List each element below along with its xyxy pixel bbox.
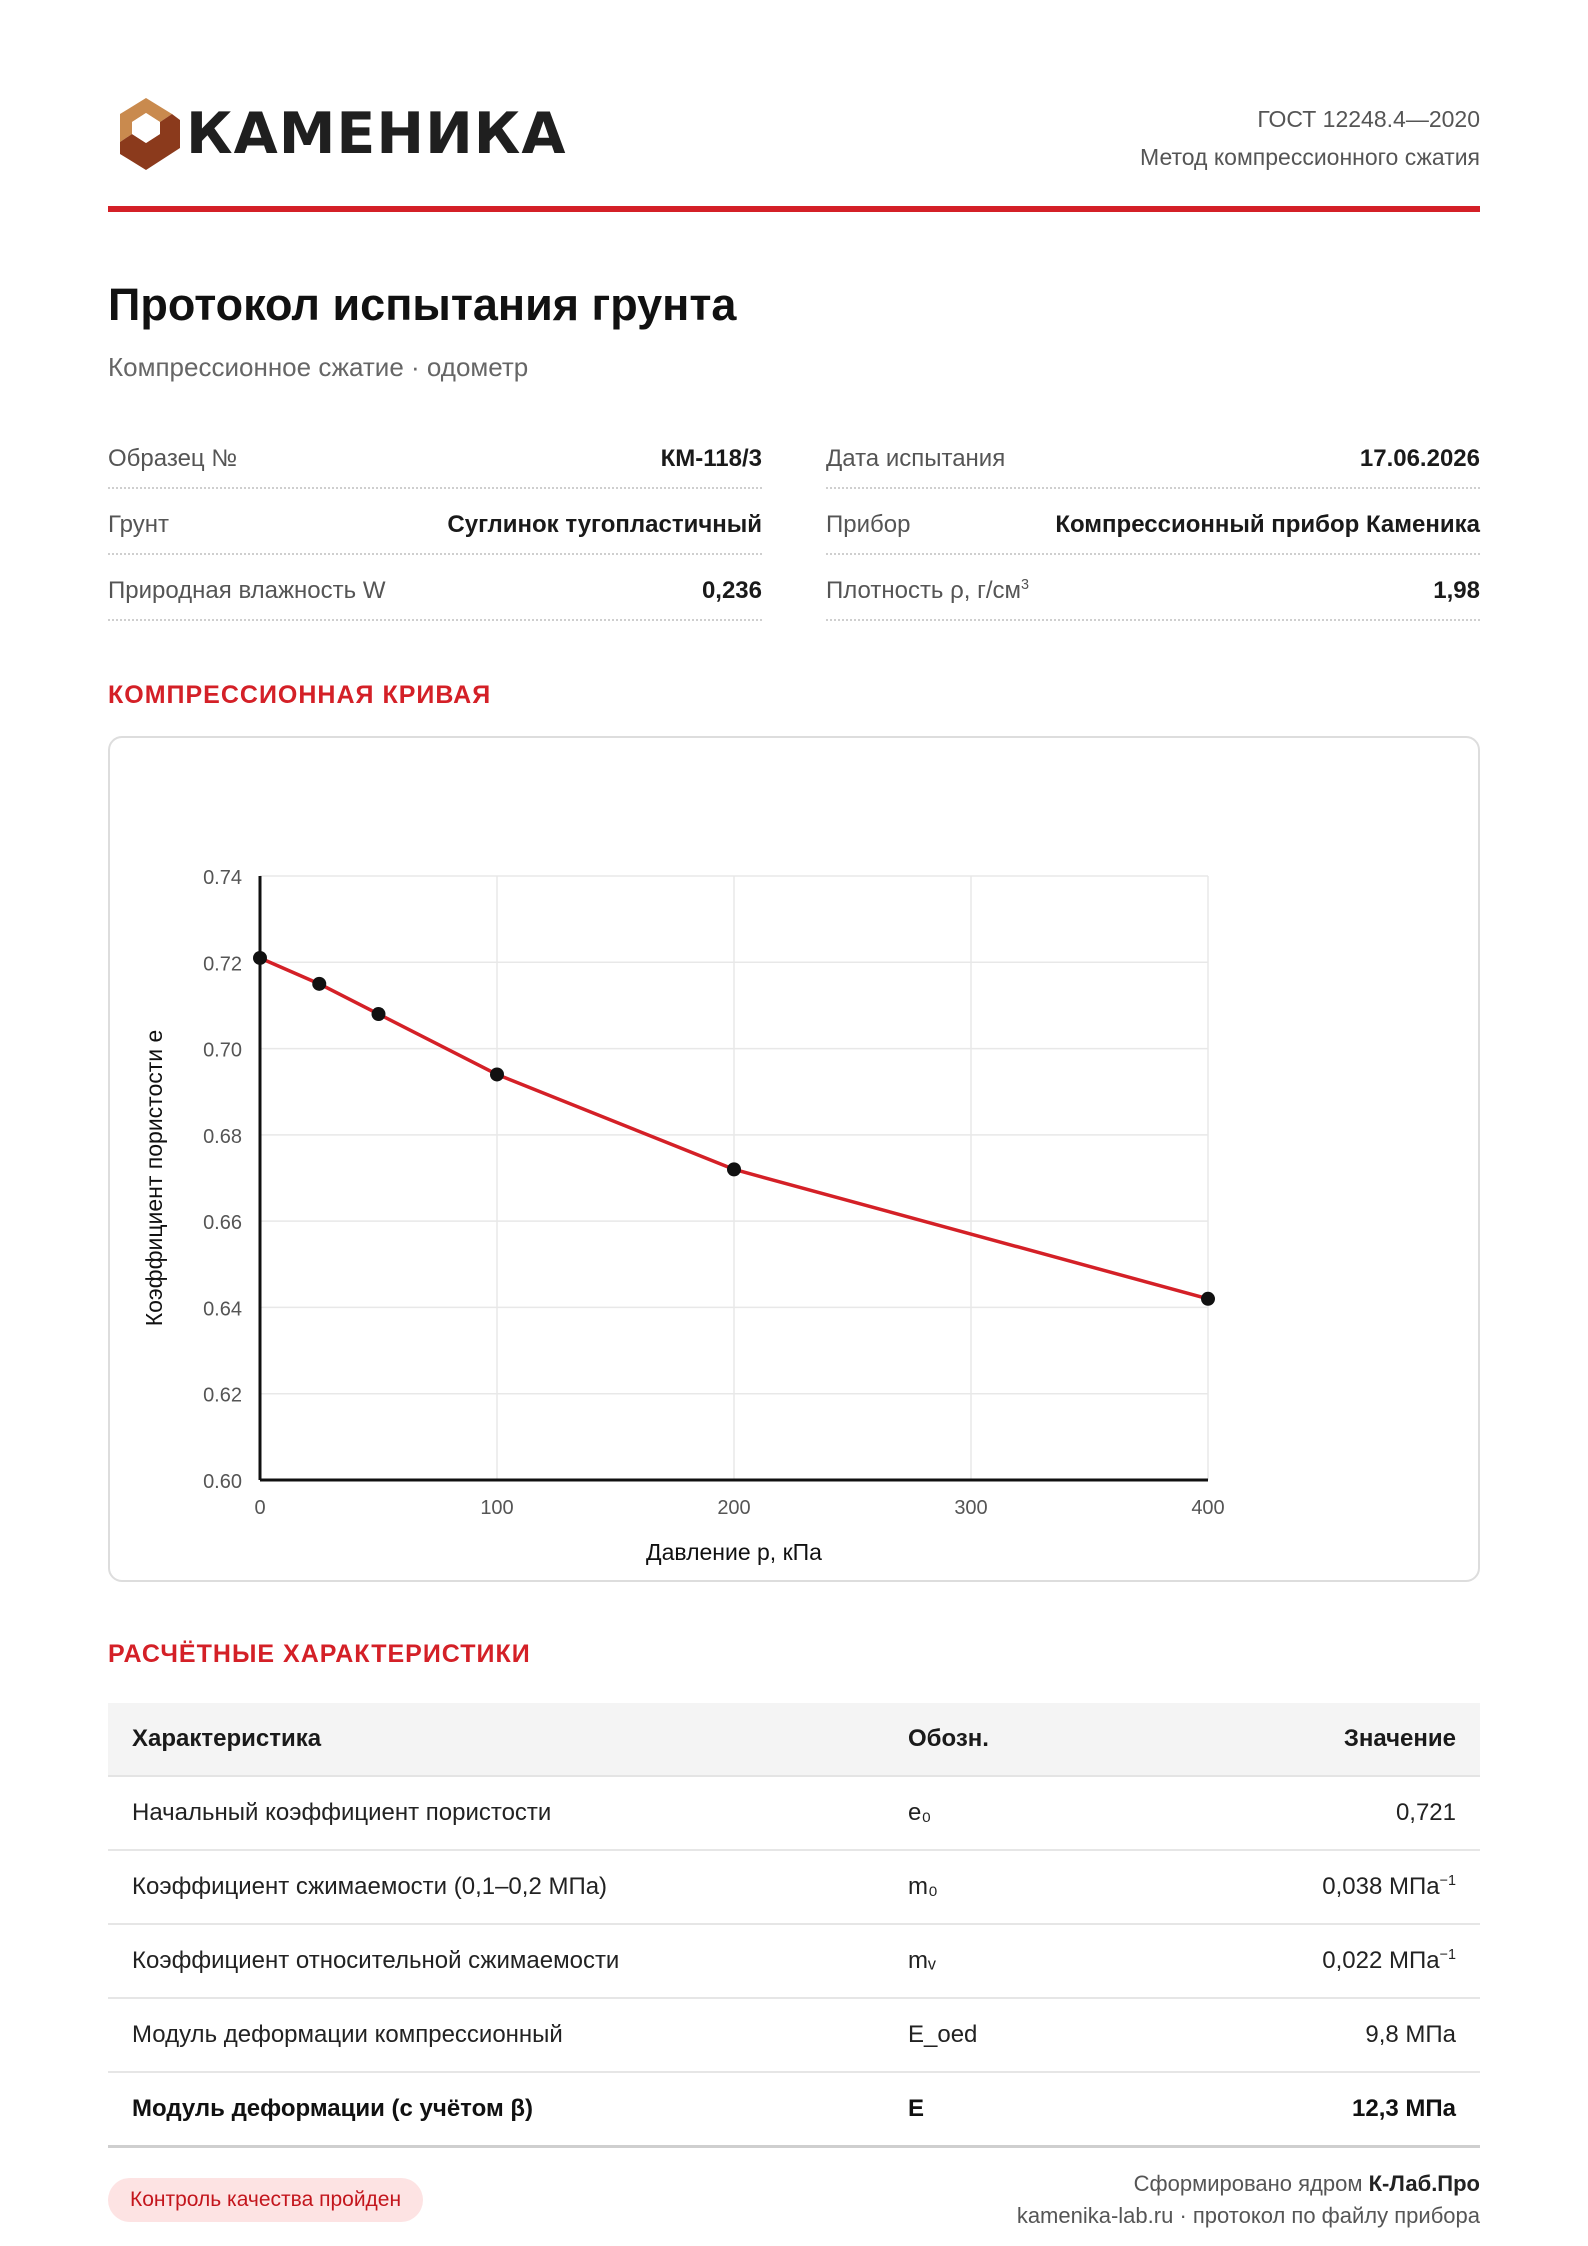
- meta-row-date: [826, 423, 1480, 489]
- y-tick-label: 0.60: [203, 1470, 242, 1493]
- row-symbol: mᵥ: [884, 1924, 1172, 1998]
- meta-row-device: [826, 489, 1480, 555]
- density-label: [826, 577, 1029, 605]
- row-value-text: 12,3 МПа: [1352, 2094, 1456, 2122]
- data-point: [490, 1067, 504, 1081]
- y-tick-label: 0.62: [203, 1384, 242, 1407]
- row-value-exponent: −1: [1439, 1872, 1456, 1889]
- moisture-label: Природная влажность W: [108, 576, 386, 604]
- brand-name: КАМЕНИКА: [186, 100, 567, 167]
- chart-card: [108, 736, 1480, 1582]
- row-symbol: e₀: [884, 1776, 1172, 1850]
- qc-passed-badge: Контроль качества пройден: [108, 2178, 423, 2222]
- table-row: [108, 1998, 1480, 2072]
- data-point: [727, 1162, 741, 1176]
- y-tick-label: 0.70: [203, 1039, 242, 1062]
- generated-engine: К-Лаб.Про: [1368, 2171, 1480, 2196]
- row-value: [1172, 2072, 1480, 2147]
- row-value: [1172, 1776, 1480, 1850]
- brand-logo: [116, 96, 566, 172]
- page-subtitle: Компрессионное сжатие · одометр: [108, 351, 529, 382]
- standard-info: [1140, 100, 1480, 176]
- row-value-text: 0,022 МПа: [1322, 1946, 1440, 1974]
- calc-results-table: [108, 1703, 1480, 2148]
- y-tick-label: 0.72: [203, 952, 242, 975]
- y-tick-label: 0.68: [203, 1125, 242, 1148]
- meta-row-density: [826, 555, 1480, 621]
- date-value: 17.06.2026: [1359, 444, 1480, 472]
- data-point: [1201, 1291, 1215, 1305]
- x-tick-label: 200: [717, 1496, 751, 1519]
- meta-row-sample: [108, 423, 762, 489]
- sample-meta: [108, 423, 1480, 621]
- x-tick-label: 400: [1191, 1496, 1225, 1519]
- col-header-value: Значение: [1172, 1703, 1480, 1776]
- data-point: [372, 1007, 386, 1021]
- table-header-row: [108, 1703, 1480, 1776]
- y-tick-label: 0.64: [203, 1297, 242, 1320]
- col-header-symbol: Обозн.: [884, 1703, 1172, 1776]
- standard-method: Метод компрессионного сжатия: [1140, 144, 1480, 170]
- row-name: Коэффициент сжимаемости (0,1–0,2 МПа): [108, 1850, 884, 1924]
- row-value: [1172, 1998, 1480, 2072]
- row-value: [1172, 1924, 1480, 1998]
- table-row-total: [108, 2072, 1480, 2147]
- x-axis-label: Давление p, кПа: [646, 1538, 822, 1565]
- soil-value: Суглинок тугопластичный: [447, 510, 762, 538]
- data-point: [312, 976, 326, 990]
- row-name: Модуль деформации компрессионный: [108, 1998, 884, 2072]
- density-label-text: Плотность ρ, г/см: [826, 576, 1022, 604]
- row-symbol: E: [884, 2072, 1172, 2147]
- page-title: Протокол испытания грунта: [108, 279, 737, 330]
- row-value-text: 0,038 МПа: [1322, 1872, 1440, 1900]
- date-label: Дата испытания: [826, 444, 1006, 472]
- table-row: [108, 1924, 1480, 1998]
- row-name: Начальный коэффициент пористости: [108, 1776, 884, 1850]
- row-value: [1172, 1850, 1480, 1924]
- data-point: [253, 950, 267, 964]
- page-header: [108, 0, 1480, 212]
- generated-line: [1017, 2168, 1480, 2200]
- meta-row-soil: [108, 489, 762, 555]
- chart-section-title: КОМПРЕССИОННАЯ КРИВАЯ: [108, 680, 492, 709]
- moisture-value: 0,236: [701, 576, 762, 604]
- site-line: kamenika-lab.ru · протокол по файлу прибора: [1016, 2203, 1480, 2228]
- kamenika-logo-icon: [116, 96, 184, 172]
- row-value-exponent: −1: [1439, 1946, 1456, 1963]
- generated-info: [1017, 2168, 1480, 2232]
- row-value-text: 0,721: [1395, 1798, 1456, 1826]
- device-label: Прибор: [826, 510, 911, 538]
- compression-curve-chart: [110, 738, 1494, 1580]
- row-symbol: m₀: [884, 1850, 1172, 1924]
- y-tick-label: 0.74: [203, 866, 242, 889]
- x-tick-label: 100: [480, 1496, 514, 1519]
- device-value: Компрессионный прибор Каменика: [1055, 510, 1480, 538]
- row-name: Модуль деформации (с учётом β): [108, 2072, 884, 2147]
- density-value: 1,98: [1433, 576, 1480, 604]
- row-symbol: E_oed: [884, 1998, 1172, 2072]
- calc-section-title: РАСЧЁТНЫЕ ХАРАКТЕРИСТИКИ: [108, 1639, 531, 1668]
- x-tick-label: 300: [954, 1496, 988, 1519]
- meta-row-moisture: [108, 555, 762, 621]
- row-name: Коэффициент относительной сжимаемости: [108, 1924, 884, 1998]
- standard-code: ГОСТ 12248.4—2020: [1257, 106, 1480, 132]
- sample-label: Образец №: [108, 444, 238, 472]
- table-row: [108, 1850, 1480, 1924]
- col-header-name: Характеристика: [108, 1703, 884, 1776]
- sample-value: КМ-118/3: [660, 444, 762, 472]
- x-tick-label: 0: [254, 1496, 266, 1519]
- table-row: [108, 1776, 1480, 1850]
- row-value-text: 9,8 МПа: [1365, 2020, 1456, 2048]
- y-axis-label: Коэффициент пористости e: [141, 1029, 167, 1326]
- y-tick-label: 0.66: [203, 1211, 242, 1234]
- generated-prefix: Сформировано ядром: [1133, 2171, 1363, 2196]
- soil-label: Грунт: [108, 510, 169, 538]
- density-unit-sup: 3: [1021, 576, 1030, 593]
